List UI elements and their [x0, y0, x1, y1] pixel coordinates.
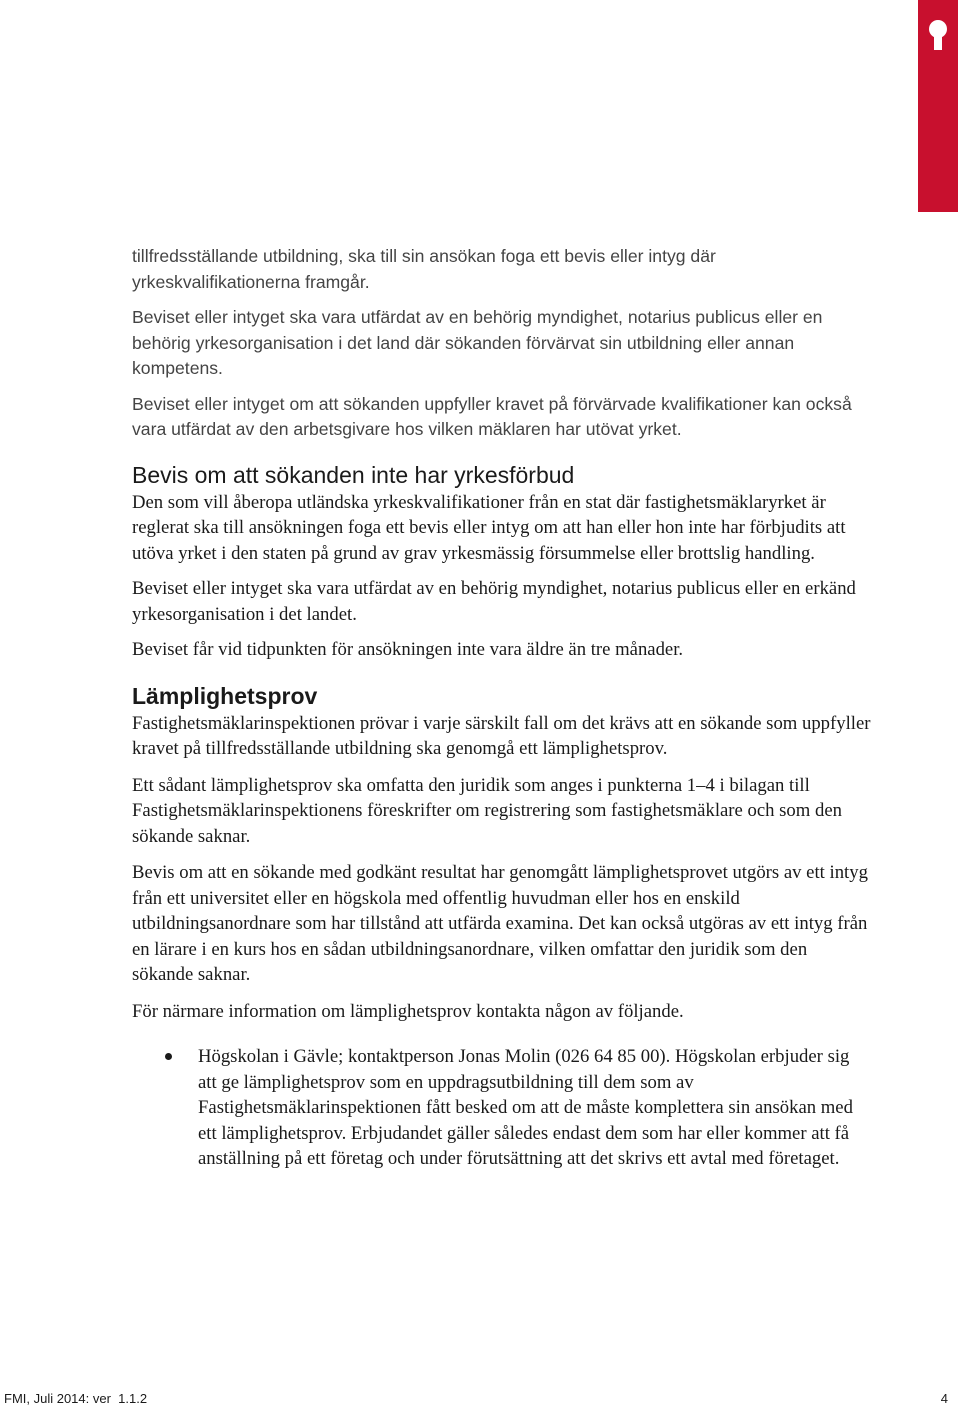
keyhole-icon [924, 18, 952, 52]
bullet-icon [165, 1053, 172, 1060]
intro-paragraph-1: tillfredsställande utbildning, ska till sin ansökan foga ett bevis eller intyg där yrkeskvalifikationerna framgår. [132, 246, 716, 292]
list-item-text: Högskolan i Gävle; kontaktperson Jonas Molin (026 64 85 00). Högskolan erbjuder sig att ge lämplighetsprov som en uppdragsutbildning till dem som av Fastighetsmäklarinspektionen fått besked om att de måste komplettera sin ansökan med ett lämplighetsprov. Erbjudandet gäller således endast dem som har eller kommer att få anställning på ett företag och under förutsättning att det skrivs ett avtal med företaget. [198, 1046, 853, 1169]
heading-bevis: Bevis om att sökanden inte har yrkesförbud [132, 461, 575, 488]
document-body [132, 244, 872, 1172]
list-item [132, 1044, 872, 1172]
intro-paragraph-3: Beviset eller intyget om att sökanden uppfyller kravet på förvärvade kvalifikationer kan också vara utfärdat av den arbetsgivare hos vilken mäklaren har utövat yrket. [132, 393, 852, 439]
footer-version: FMI, Juli 2014: ver 1.1.2 [4, 1391, 148, 1406]
page-number: 4 [940, 1391, 948, 1406]
lamp-paragraph-4: För närmare information om lämplighetsprov kontakta någon av följande. [132, 1000, 684, 1022]
bevis-paragraph-1: Den som vill åberopa utländska yrkeskvalifikationer från en stat där fastighetsmäklaryrket är reglerat ska till ansökningen foga ett bevis eller intyg om att han eller hon inte har förbjudits att utöva yrket i den staten på grund av grav yrkesmässig försummelse eller brottslig handling. [132, 491, 846, 564]
bevis-paragraph-2: Beviset eller intyget ska vara utfärdat av en behörig myndighet, notarius publicus eller en erkänd yrkesorganisation i det landet. [132, 578, 856, 625]
lamp-paragraph-1: Fastighetsmäklarinspektionen prövar i varje särskilt fall om det krävs att en sökande som uppfyller kravet på tillfredsställande utbildning ska genomgå ett lämplighetsprov. [132, 712, 871, 759]
contact-list [132, 1044, 872, 1172]
brand-tab [918, 0, 958, 212]
bevis-paragraph-3: Beviset får vid tidpunkten för ansökningen inte vara äldre än tre månader. [132, 639, 684, 660]
lamp-paragraph-2: Ett sådant lämplighetsprov ska omfatta den juridik som anges i punkterna 1–4 i bilagan till Fastighetsmäklarinspektionens föreskrifter om registrering som fastighetsmäklare och som den sökande saknar. [132, 774, 842, 847]
lamp-paragraph-3: Bevis om att en sökande med godkänt resultat har genomgått lämplighetsprovet utgörs av ett intyg från ett universitet eller en högskola med offentlig huvudman eller hos en enskild utbildningsanordnare som har tillstånd att utfärda examina. Det kan också utgöras av ett intyg från en lärare i en kurs hos en sådan utbildningsanordnare, vilken omfattar den juridik som den sökande saknar. [132, 862, 868, 985]
heading-lamplighetsprov: Lämplighetsprov [132, 682, 318, 709]
intro-paragraph-2: Beviset eller intyget ska vara utfärdat av en behörig myndighet, notarius publicus eller en behörig yrkesorganisation i det land där sökanden förvärvat sin utbildning eller annan kompetens. [132, 307, 823, 378]
